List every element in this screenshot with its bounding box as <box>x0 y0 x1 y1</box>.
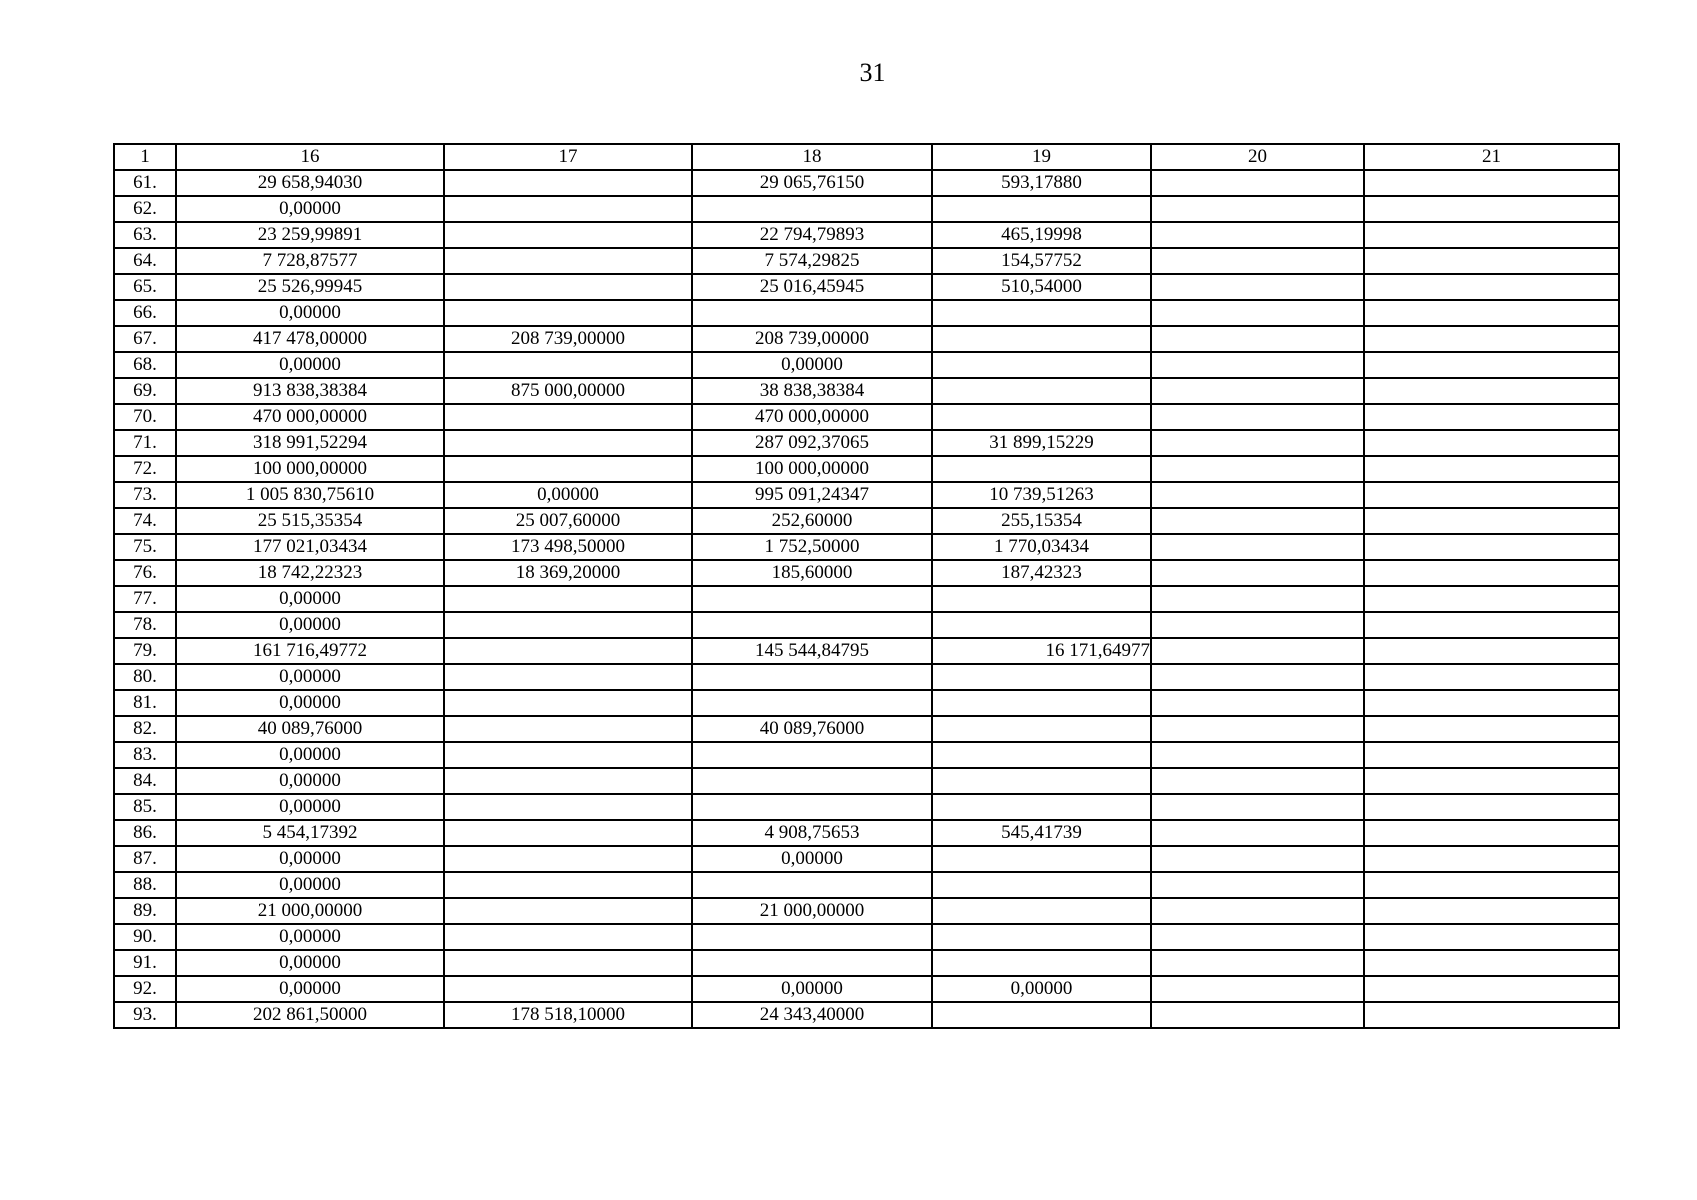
col19-cell <box>932 456 1151 482</box>
col18-cell: 4 908,75653 <box>692 820 932 846</box>
column-header-1: 1 <box>114 144 176 170</box>
col21-cell <box>1364 950 1619 976</box>
col20-cell <box>1151 820 1364 846</box>
col18-cell: 38 838,38384 <box>692 378 932 404</box>
table-row <box>114 690 1619 716</box>
col17-cell <box>444 404 692 430</box>
table-row <box>114 872 1619 898</box>
row-number-cell: 62. <box>114 196 176 222</box>
col18-cell <box>692 768 932 794</box>
table-row <box>114 1002 1619 1028</box>
col18-cell: 185,60000 <box>692 560 932 586</box>
col19-cell: 510,54000 <box>932 274 1151 300</box>
col16-cell: 25 526,99945 <box>176 274 444 300</box>
row-number-cell: 80. <box>114 664 176 690</box>
col16-cell: 25 515,35354 <box>176 508 444 534</box>
col20-cell <box>1151 300 1364 326</box>
col19-cell <box>932 352 1151 378</box>
col17-cell <box>444 820 692 846</box>
col19-cell <box>932 300 1151 326</box>
row-number-cell: 77. <box>114 586 176 612</box>
col21-cell <box>1364 664 1619 690</box>
row-number-cell: 76. <box>114 560 176 586</box>
col17-cell <box>444 430 692 456</box>
table-row <box>114 404 1619 430</box>
table-row <box>114 534 1619 560</box>
col16-cell: 40 089,76000 <box>176 716 444 742</box>
col20-cell <box>1151 768 1364 794</box>
column-header-19: 19 <box>932 144 1151 170</box>
col17-cell <box>444 872 692 898</box>
table-row <box>114 976 1619 1002</box>
table-row <box>114 248 1619 274</box>
col21-cell <box>1364 248 1619 274</box>
col19-cell: 0,00000 <box>932 976 1151 1002</box>
col18-cell: 1 752,50000 <box>692 534 932 560</box>
col17-cell <box>444 690 692 716</box>
row-number-cell: 93. <box>114 1002 176 1028</box>
column-header-17: 17 <box>444 144 692 170</box>
col19-cell: 31 899,15229 <box>932 430 1151 456</box>
col18-cell: 0,00000 <box>692 976 932 1002</box>
col17-cell: 875 000,00000 <box>444 378 692 404</box>
row-number-cell: 81. <box>114 690 176 716</box>
col16-cell: 5 454,17392 <box>176 820 444 846</box>
col21-cell <box>1364 612 1619 638</box>
col16-cell: 0,00000 <box>176 664 444 690</box>
col18-cell <box>692 612 932 638</box>
col18-cell <box>692 794 932 820</box>
table-row <box>114 924 1619 950</box>
col17-cell <box>444 248 692 274</box>
col20-cell <box>1151 742 1364 768</box>
col16-cell: 0,00000 <box>176 846 444 872</box>
row-number-cell: 71. <box>114 430 176 456</box>
col21-cell <box>1364 222 1619 248</box>
column-header-16: 16 <box>176 144 444 170</box>
table-row <box>114 794 1619 820</box>
row-number-cell: 87. <box>114 846 176 872</box>
col21-cell <box>1364 326 1619 352</box>
row-number-cell: 67. <box>114 326 176 352</box>
col16-cell: 0,00000 <box>176 794 444 820</box>
table-row <box>114 950 1619 976</box>
col19-cell: 10 739,51263 <box>932 482 1151 508</box>
col16-cell: 1 005 830,75610 <box>176 482 444 508</box>
col16-cell: 23 259,99891 <box>176 222 444 248</box>
col17-cell: 18 369,20000 <box>444 560 692 586</box>
col18-cell <box>692 300 932 326</box>
col17-cell <box>444 456 692 482</box>
row-number-cell: 90. <box>114 924 176 950</box>
col18-cell: 287 092,37065 <box>692 430 932 456</box>
col19-cell <box>932 586 1151 612</box>
col20-cell <box>1151 378 1364 404</box>
col16-cell: 177 021,03434 <box>176 534 444 560</box>
col17-cell: 178 518,10000 <box>444 1002 692 1028</box>
col20-cell <box>1151 1002 1364 1028</box>
col20-cell <box>1151 456 1364 482</box>
col18-cell: 208 739,00000 <box>692 326 932 352</box>
col18-cell: 22 794,79893 <box>692 222 932 248</box>
col17-cell <box>444 664 692 690</box>
col21-cell <box>1364 196 1619 222</box>
col18-cell: 995 091,24347 <box>692 482 932 508</box>
col20-cell <box>1151 430 1364 456</box>
row-number-cell: 78. <box>114 612 176 638</box>
col17-cell <box>444 898 692 924</box>
col19-cell: 1 770,03434 <box>932 534 1151 560</box>
col20-cell <box>1151 638 1364 664</box>
col17-cell <box>444 742 692 768</box>
page-number: 31 <box>859 58 886 87</box>
col16-cell: 0,00000 <box>176 768 444 794</box>
col19-cell <box>932 716 1151 742</box>
row-number-cell: 91. <box>114 950 176 976</box>
col17-cell: 208 739,00000 <box>444 326 692 352</box>
col19-cell: 465,19998 <box>932 222 1151 248</box>
row-number-cell: 72. <box>114 456 176 482</box>
col17-cell <box>444 352 692 378</box>
col21-cell <box>1364 274 1619 300</box>
row-number-cell: 92. <box>114 976 176 1002</box>
table-row <box>114 638 1619 664</box>
col20-cell <box>1151 690 1364 716</box>
col17-cell <box>444 638 692 664</box>
table-row <box>114 664 1619 690</box>
col21-cell <box>1364 586 1619 612</box>
col20-cell <box>1151 872 1364 898</box>
col20-cell <box>1151 222 1364 248</box>
table-row <box>114 456 1619 482</box>
col17-cell: 25 007,60000 <box>444 508 692 534</box>
col17-cell <box>444 716 692 742</box>
col20-cell <box>1151 794 1364 820</box>
col19-cell <box>932 872 1151 898</box>
col19-cell <box>932 1002 1151 1028</box>
table-row <box>114 378 1619 404</box>
col16-cell: 0,00000 <box>176 872 444 898</box>
col21-cell <box>1364 560 1619 586</box>
col20-cell <box>1151 404 1364 430</box>
col18-cell: 29 065,76150 <box>692 170 932 196</box>
col20-cell <box>1151 326 1364 352</box>
col20-cell <box>1151 924 1364 950</box>
row-number-cell: 69. <box>114 378 176 404</box>
data-table <box>113 143 1620 1029</box>
col19-cell <box>932 664 1151 690</box>
row-number-cell: 83. <box>114 742 176 768</box>
col17-cell <box>444 768 692 794</box>
col16-cell: 18 742,22323 <box>176 560 444 586</box>
col19-cell: 16 171,64977 <box>932 638 1151 664</box>
col21-cell <box>1364 898 1619 924</box>
table-header-row <box>114 144 1619 170</box>
col17-cell <box>444 976 692 1002</box>
col20-cell <box>1151 612 1364 638</box>
col16-cell: 470 000,00000 <box>176 404 444 430</box>
col19-cell <box>932 950 1151 976</box>
col21-cell <box>1364 690 1619 716</box>
col19-cell <box>932 612 1151 638</box>
table-row <box>114 196 1619 222</box>
col21-cell <box>1364 508 1619 534</box>
col20-cell <box>1151 846 1364 872</box>
row-number-cell: 70. <box>114 404 176 430</box>
col18-cell: 0,00000 <box>692 846 932 872</box>
col18-cell: 25 016,45945 <box>692 274 932 300</box>
col19-cell: 593,17880 <box>932 170 1151 196</box>
col16-cell: 0,00000 <box>176 976 444 1002</box>
col16-cell: 7 728,87577 <box>176 248 444 274</box>
col17-cell: 0,00000 <box>444 482 692 508</box>
row-number-cell: 88. <box>114 872 176 898</box>
col19-cell <box>932 378 1151 404</box>
col16-cell: 318 991,52294 <box>176 430 444 456</box>
row-number-cell: 64. <box>114 248 176 274</box>
col17-cell <box>444 950 692 976</box>
col19-cell <box>932 690 1151 716</box>
row-number-cell: 63. <box>114 222 176 248</box>
table-row <box>114 326 1619 352</box>
column-header-20: 20 <box>1151 144 1364 170</box>
col20-cell <box>1151 170 1364 196</box>
col19-cell: 154,57752 <box>932 248 1151 274</box>
col16-cell: 0,00000 <box>176 690 444 716</box>
col18-cell <box>692 950 932 976</box>
table-row <box>114 508 1619 534</box>
col19-cell: 545,41739 <box>932 820 1151 846</box>
col17-cell <box>444 170 692 196</box>
col16-cell: 0,00000 <box>176 612 444 638</box>
col16-cell: 417 478,00000 <box>176 326 444 352</box>
table-row <box>114 716 1619 742</box>
column-header-21: 21 <box>1364 144 1619 170</box>
col19-cell <box>932 742 1151 768</box>
row-number-cell: 74. <box>114 508 176 534</box>
col21-cell <box>1364 534 1619 560</box>
col18-cell <box>692 872 932 898</box>
col19-cell <box>932 924 1151 950</box>
col21-cell <box>1364 820 1619 846</box>
col20-cell <box>1151 196 1364 222</box>
table-row <box>114 560 1619 586</box>
col21-cell <box>1364 638 1619 664</box>
row-number-cell: 65. <box>114 274 176 300</box>
row-number-cell: 86. <box>114 820 176 846</box>
row-number-cell: 85. <box>114 794 176 820</box>
col20-cell <box>1151 976 1364 1002</box>
col21-cell <box>1364 768 1619 794</box>
col21-cell <box>1364 924 1619 950</box>
col19-cell <box>932 404 1151 430</box>
col18-cell <box>692 924 932 950</box>
col17-cell <box>444 300 692 326</box>
col21-cell <box>1364 482 1619 508</box>
col18-cell: 7 574,29825 <box>692 248 932 274</box>
col19-cell: 255,15354 <box>932 508 1151 534</box>
col17-cell <box>444 586 692 612</box>
row-number-cell: 66. <box>114 300 176 326</box>
col21-cell <box>1364 872 1619 898</box>
table-row <box>114 482 1619 508</box>
col18-cell: 145 544,84795 <box>692 638 932 664</box>
table-row <box>114 170 1619 196</box>
col17-cell: 173 498,50000 <box>444 534 692 560</box>
col18-cell: 24 343,40000 <box>692 1002 932 1028</box>
col18-cell <box>692 742 932 768</box>
col16-cell: 21 000,00000 <box>176 898 444 924</box>
col19-cell <box>932 196 1151 222</box>
row-number-cell: 73. <box>114 482 176 508</box>
col18-cell: 470 000,00000 <box>692 404 932 430</box>
col19-cell <box>932 794 1151 820</box>
col16-cell: 161 716,49772 <box>176 638 444 664</box>
table-row <box>114 222 1619 248</box>
table-body <box>114 170 1619 1028</box>
col21-cell <box>1364 352 1619 378</box>
row-number-cell: 84. <box>114 768 176 794</box>
col21-cell <box>1364 1002 1619 1028</box>
col20-cell <box>1151 560 1364 586</box>
row-number-cell: 75. <box>114 534 176 560</box>
col16-cell: 29 658,94030 <box>176 170 444 196</box>
row-number-cell: 61. <box>114 170 176 196</box>
col21-cell <box>1364 742 1619 768</box>
table-row <box>114 274 1619 300</box>
col16-cell: 202 861,50000 <box>176 1002 444 1028</box>
col20-cell <box>1151 274 1364 300</box>
table-row <box>114 898 1619 924</box>
col20-cell <box>1151 950 1364 976</box>
col20-cell <box>1151 664 1364 690</box>
table-row <box>114 768 1619 794</box>
col18-cell: 40 089,76000 <box>692 716 932 742</box>
column-header-18: 18 <box>692 144 932 170</box>
col21-cell <box>1364 716 1619 742</box>
col17-cell <box>444 794 692 820</box>
col21-cell <box>1364 378 1619 404</box>
row-number-cell: 89. <box>114 898 176 924</box>
table-row <box>114 300 1619 326</box>
col20-cell <box>1151 352 1364 378</box>
col19-cell <box>932 846 1151 872</box>
col21-cell <box>1364 846 1619 872</box>
col18-cell <box>692 586 932 612</box>
table-row <box>114 352 1619 378</box>
row-number-cell: 79. <box>114 638 176 664</box>
col20-cell <box>1151 534 1364 560</box>
col17-cell <box>444 924 692 950</box>
table-row <box>114 846 1619 872</box>
col18-cell: 252,60000 <box>692 508 932 534</box>
table-row <box>114 586 1619 612</box>
col17-cell <box>444 846 692 872</box>
col16-cell: 0,00000 <box>176 352 444 378</box>
col16-cell: 100 000,00000 <box>176 456 444 482</box>
col18-cell <box>692 690 932 716</box>
table-row <box>114 612 1619 638</box>
col20-cell <box>1151 508 1364 534</box>
col18-cell <box>692 664 932 690</box>
col18-cell <box>692 196 932 222</box>
col20-cell <box>1151 482 1364 508</box>
col17-cell <box>444 196 692 222</box>
col17-cell <box>444 222 692 248</box>
col19-cell <box>932 768 1151 794</box>
col17-cell <box>444 274 692 300</box>
col21-cell <box>1364 404 1619 430</box>
table-row <box>114 430 1619 456</box>
col19-cell: 187,42323 <box>932 560 1151 586</box>
col20-cell <box>1151 716 1364 742</box>
col19-cell <box>932 326 1151 352</box>
col18-cell: 21 000,00000 <box>692 898 932 924</box>
col21-cell <box>1364 300 1619 326</box>
col20-cell <box>1151 248 1364 274</box>
col21-cell <box>1364 976 1619 1002</box>
col17-cell <box>444 612 692 638</box>
table-row <box>114 820 1619 846</box>
col16-cell: 0,00000 <box>176 196 444 222</box>
col16-cell: 0,00000 <box>176 742 444 768</box>
col18-cell: 0,00000 <box>692 352 932 378</box>
col21-cell <box>1364 794 1619 820</box>
col21-cell <box>1364 170 1619 196</box>
col16-cell: 0,00000 <box>176 950 444 976</box>
row-number-cell: 82. <box>114 716 176 742</box>
col18-cell: 100 000,00000 <box>692 456 932 482</box>
col19-cell <box>932 898 1151 924</box>
col16-cell: 0,00000 <box>176 586 444 612</box>
col16-cell: 0,00000 <box>176 924 444 950</box>
col16-cell: 913 838,38384 <box>176 378 444 404</box>
col21-cell <box>1364 456 1619 482</box>
col16-cell: 0,00000 <box>176 300 444 326</box>
col20-cell <box>1151 898 1364 924</box>
col20-cell <box>1151 586 1364 612</box>
table-row <box>114 742 1619 768</box>
row-number-cell: 68. <box>114 352 176 378</box>
col21-cell <box>1364 430 1619 456</box>
